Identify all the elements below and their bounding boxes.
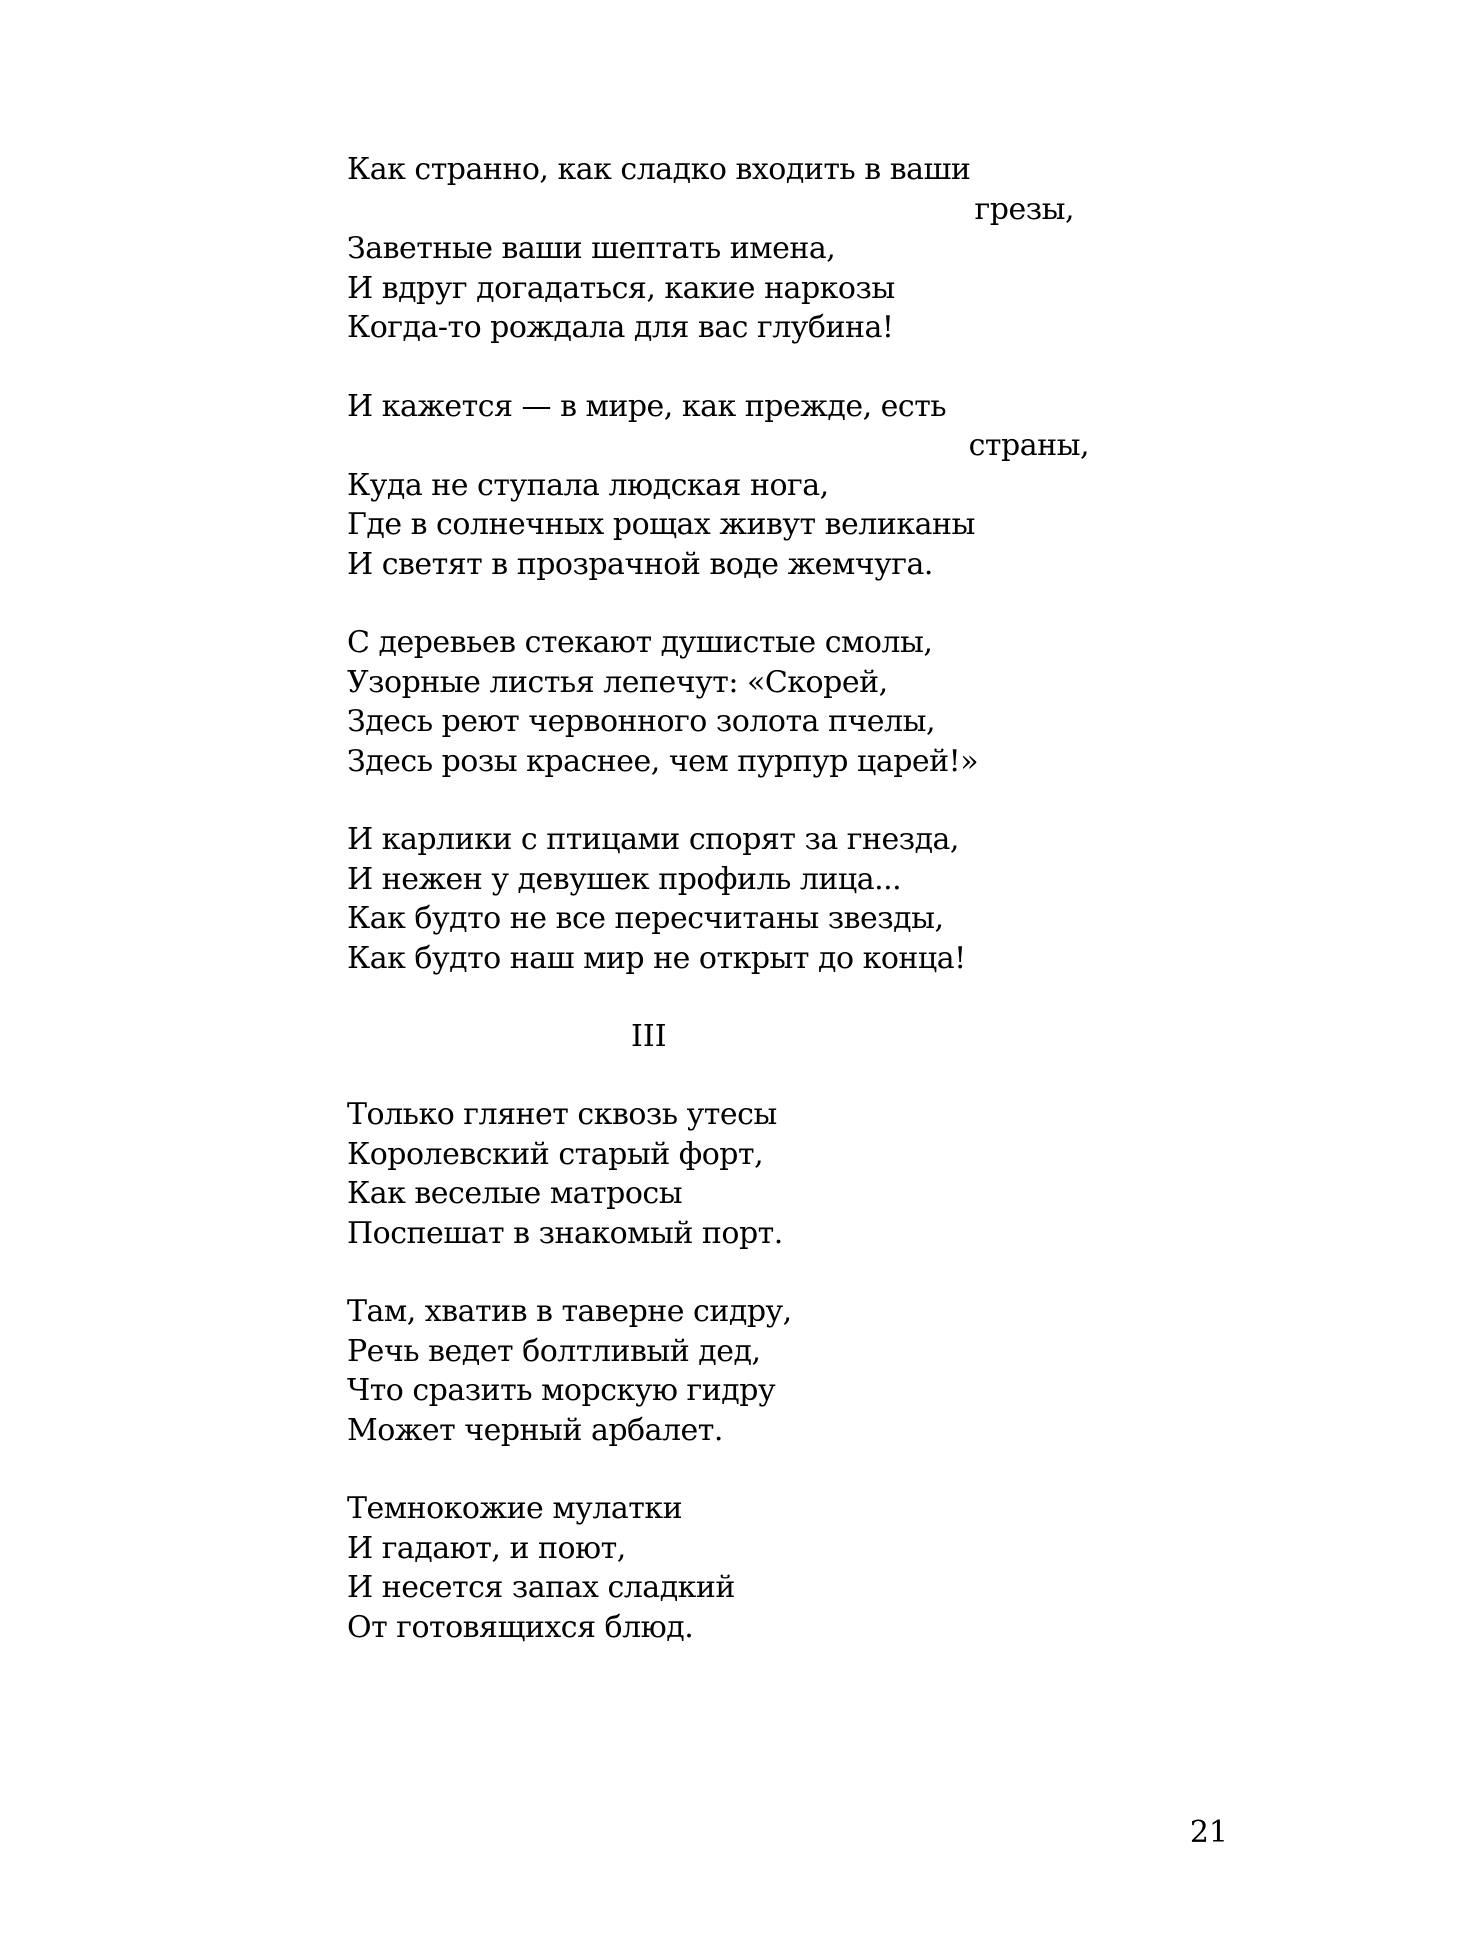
stanza [347,820,1167,978]
stanza [347,387,1167,585]
section-number: III [631,1019,667,1054]
poem-line: Где в солнечных рощах живут великаны [347,507,975,542]
poem-line: Может черный арбалет. [347,1412,723,1448]
poem-line: И гадают, и поют, [347,1530,626,1566]
poem-line: От готовящихся блюд. [347,1609,694,1645]
poem [347,150,1167,1686]
poem-line: Здесь розы краснее, чем пурпур царей!» [347,743,979,779]
poem-line: Что сразить морскую гидру [347,1373,776,1408]
poem-line: Как странно, как сладко входить в ваши [347,152,971,187]
poem-line: Королевский старый форт, [347,1136,764,1172]
poem-line: Как веселые матросы [347,1176,683,1211]
stanza [347,1489,1167,1647]
poem-line: Темнокожие мулатки [347,1491,683,1526]
page-number: 21 [1189,1815,1228,1850]
poem-line: Заветные ваши шептать имена, [347,231,836,266]
poem-line: И карлики с птицами спорят за гнезда, [347,822,959,857]
poem-line: Куда не ступала людская нога, [347,467,829,503]
poem-line: Как будто наш мир не открыт до конца! [347,940,966,976]
poem-line-wrap: грезы, [974,191,1074,227]
poem-line: Когда-то рождала для вас глубина! [347,310,894,345]
poem-line: И светят в прозрачной воде жемчуга. [347,546,933,582]
poem-line: Здесь реют червонного золота пчелы, [347,704,936,739]
poem-line: И нежен у девушек профиль лица... [347,861,902,897]
poem-line: И вдруг догадаться, какие наркозы [347,270,895,306]
stanza [347,150,1167,348]
poem-line: И несется запах сладкий [347,1570,735,1605]
poem-line: Узорные листья лепечут: «Скорей, [347,664,888,700]
poem-line-wrap: страны, [968,428,1089,463]
poem-line: Речь ведет болтливый дед, [347,1333,761,1369]
poem-line: Только глянет сквозь утесы [347,1097,777,1132]
poem-line: Там, хватив в таверне сидру, [347,1294,792,1329]
stanza [347,1095,1167,1253]
poem-line: И кажется — в мире, как прежде, есть [347,388,947,424]
poem-line: Поспешат в знакомый порт. [347,1215,783,1251]
poem-line: Как будто не все пересчитаны звезды, [347,901,944,936]
stanza [347,1292,1167,1450]
poem-line: С деревьев стекают душистые смолы, [347,625,933,660]
stanza [347,623,1167,781]
